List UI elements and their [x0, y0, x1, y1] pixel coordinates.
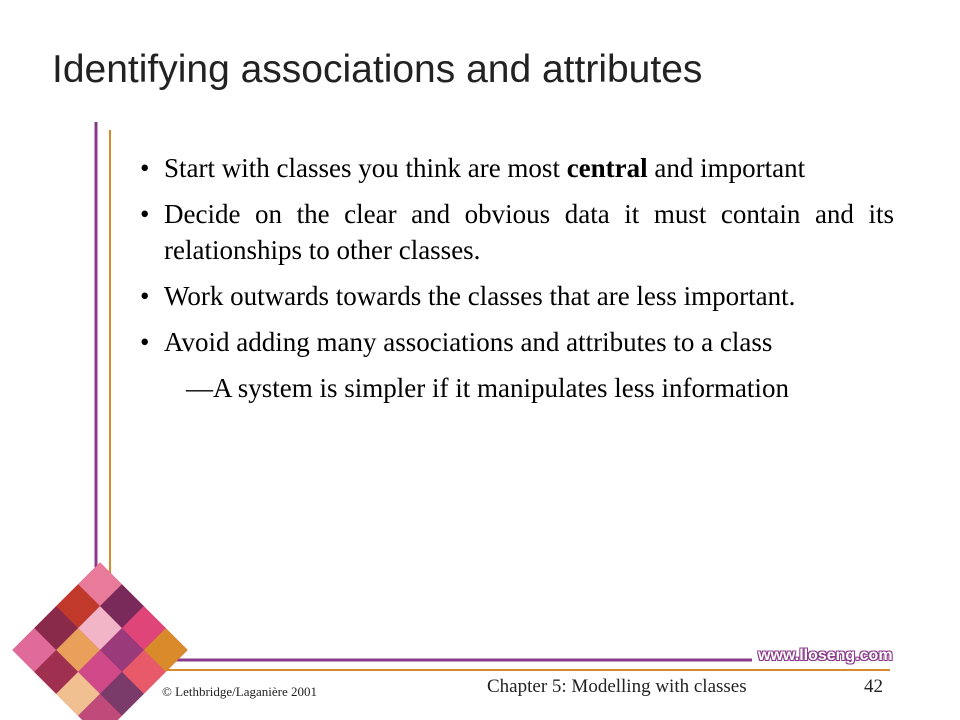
bullet-text: Work outwards towards the classes that are less important. [164, 281, 796, 311]
bullet-symbol: • [140, 199, 150, 229]
bullet-symbol: • [140, 153, 150, 183]
bullet-item [140, 324, 894, 360]
bullet-item [140, 196, 894, 268]
bullet-text-bold: central [566, 153, 648, 183]
bullet-item [140, 278, 894, 314]
bullet-text-start: Start with classes you think are most [164, 153, 567, 183]
bullet-item [140, 150, 894, 186]
bullet-symbol: • [140, 281, 150, 311]
website-url: www.lloseng.com [758, 647, 893, 664]
bullet-text: Decide on the clear and obvious data it must contain and its relationships to other classes. [164, 199, 894, 265]
bullet-symbol: • [140, 327, 150, 357]
bullet-text-end: and important [647, 153, 806, 183]
slide-title: Identifying associations and attributes [52, 48, 703, 91]
page-number: 42 [864, 676, 883, 697]
sub-bullet-item: —A system is simpler if it manipulates less information [186, 373, 789, 403]
bullet-list [140, 150, 894, 406]
bullet-text: Avoid adding many associations and attributes to a class [164, 327, 773, 357]
copyright-text: © Lethbridge/Laganière 2001 [162, 684, 317, 699]
chapter-title: Chapter 5: Modelling with classes [487, 676, 747, 697]
